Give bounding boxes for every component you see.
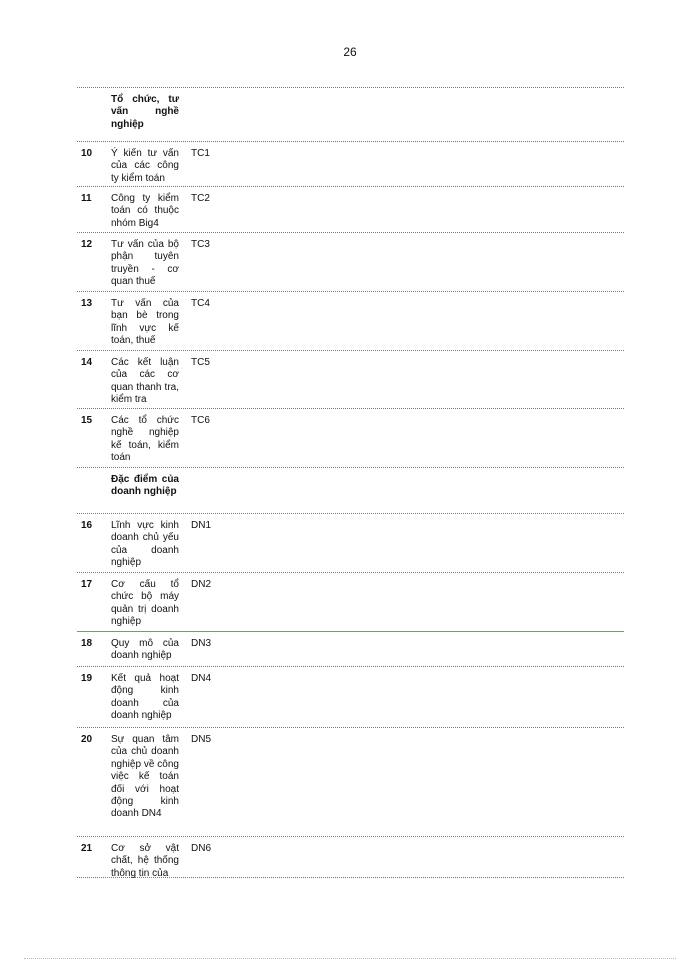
table-row [77, 836, 624, 878]
row-number: 14 [81, 357, 93, 368]
section-heading: Đặc điểm của doanh nghiệp [111, 474, 179, 498]
table-row [77, 186, 624, 232]
table-row [77, 291, 624, 350]
row-number: 18 [81, 638, 93, 649]
row-code: DN6 [191, 843, 212, 854]
row-description: Tư vấn của bạn bè trong lĩnh vực kế toán, thuế [111, 298, 179, 347]
criteria-table [77, 87, 624, 878]
row-code: DN2 [191, 579, 212, 590]
row-code: DN3 [191, 638, 212, 649]
row-number: 11 [81, 193, 92, 204]
row-code: DN5 [191, 734, 212, 745]
table-row [77, 467, 624, 513]
row-number: 12 [81, 239, 93, 250]
row-code: TC6 [191, 415, 210, 426]
row-number: 15 [81, 415, 93, 426]
row-number: 19 [81, 673, 93, 684]
row-code: TC2 [191, 193, 210, 204]
row-description: Sự quan tâm của chủ doanh nghiệp về công việc kế toán đối với hoạt động kinh doanh DN4 [111, 734, 179, 820]
row-number: 21 [81, 843, 93, 854]
table-row [77, 727, 624, 836]
row-code: TC3 [191, 239, 210, 250]
row-number: 17 [81, 579, 93, 590]
table-row [77, 513, 624, 572]
row-code: DN4 [191, 673, 212, 684]
row-code: TC5 [191, 357, 210, 368]
table-row [77, 408, 624, 467]
table-row [77, 631, 624, 666]
row-description: Cơ cấu tổ chức bộ máy quản trị doanh nghiệp [111, 579, 179, 628]
row-description: Công ty kiểm toán có thuộc nhóm Big4 [111, 193, 179, 229]
row-number: 16 [81, 520, 93, 531]
row-number: 20 [81, 734, 93, 745]
table-row [77, 666, 624, 727]
row-description: Tư vấn của bộ phận tuyên truyền - cơ quan thuế [111, 239, 179, 288]
table-row [77, 141, 624, 186]
table-row [77, 350, 624, 408]
row-description: Quy mô của doanh nghiệp [111, 638, 179, 662]
row-description: Cơ sở vật chất, hệ thống thông tin của [111, 843, 179, 879]
table-row [77, 87, 624, 141]
row-code: DN1 [191, 520, 212, 531]
row-code: TC4 [191, 298, 210, 309]
row-description: Ý kiến tư vấn của các công ty kiểm toán [111, 148, 179, 184]
row-description: Kết quả hoạt động kinh doanh của doanh nghiệp [111, 673, 179, 722]
row-code: TC1 [191, 148, 210, 159]
row-description: Các tổ chức nghề nghiệp kế toán, kiểm toán [111, 415, 179, 464]
page-number: 26 [343, 45, 357, 59]
table-row [77, 572, 624, 631]
row-number: 10 [81, 148, 93, 159]
page-bottom-divider [24, 958, 676, 959]
table-row [77, 232, 624, 291]
row-number: 13 [81, 298, 93, 309]
section-heading: Tổ chức, tư vấn nghề nghiệp [111, 94, 179, 130]
row-description: Các kết luận của các cơ quan thanh tra, kiểm tra [111, 357, 179, 406]
row-description: Lĩnh vực kinh doanh chủ yếu của doanh nghiệp [111, 520, 179, 569]
